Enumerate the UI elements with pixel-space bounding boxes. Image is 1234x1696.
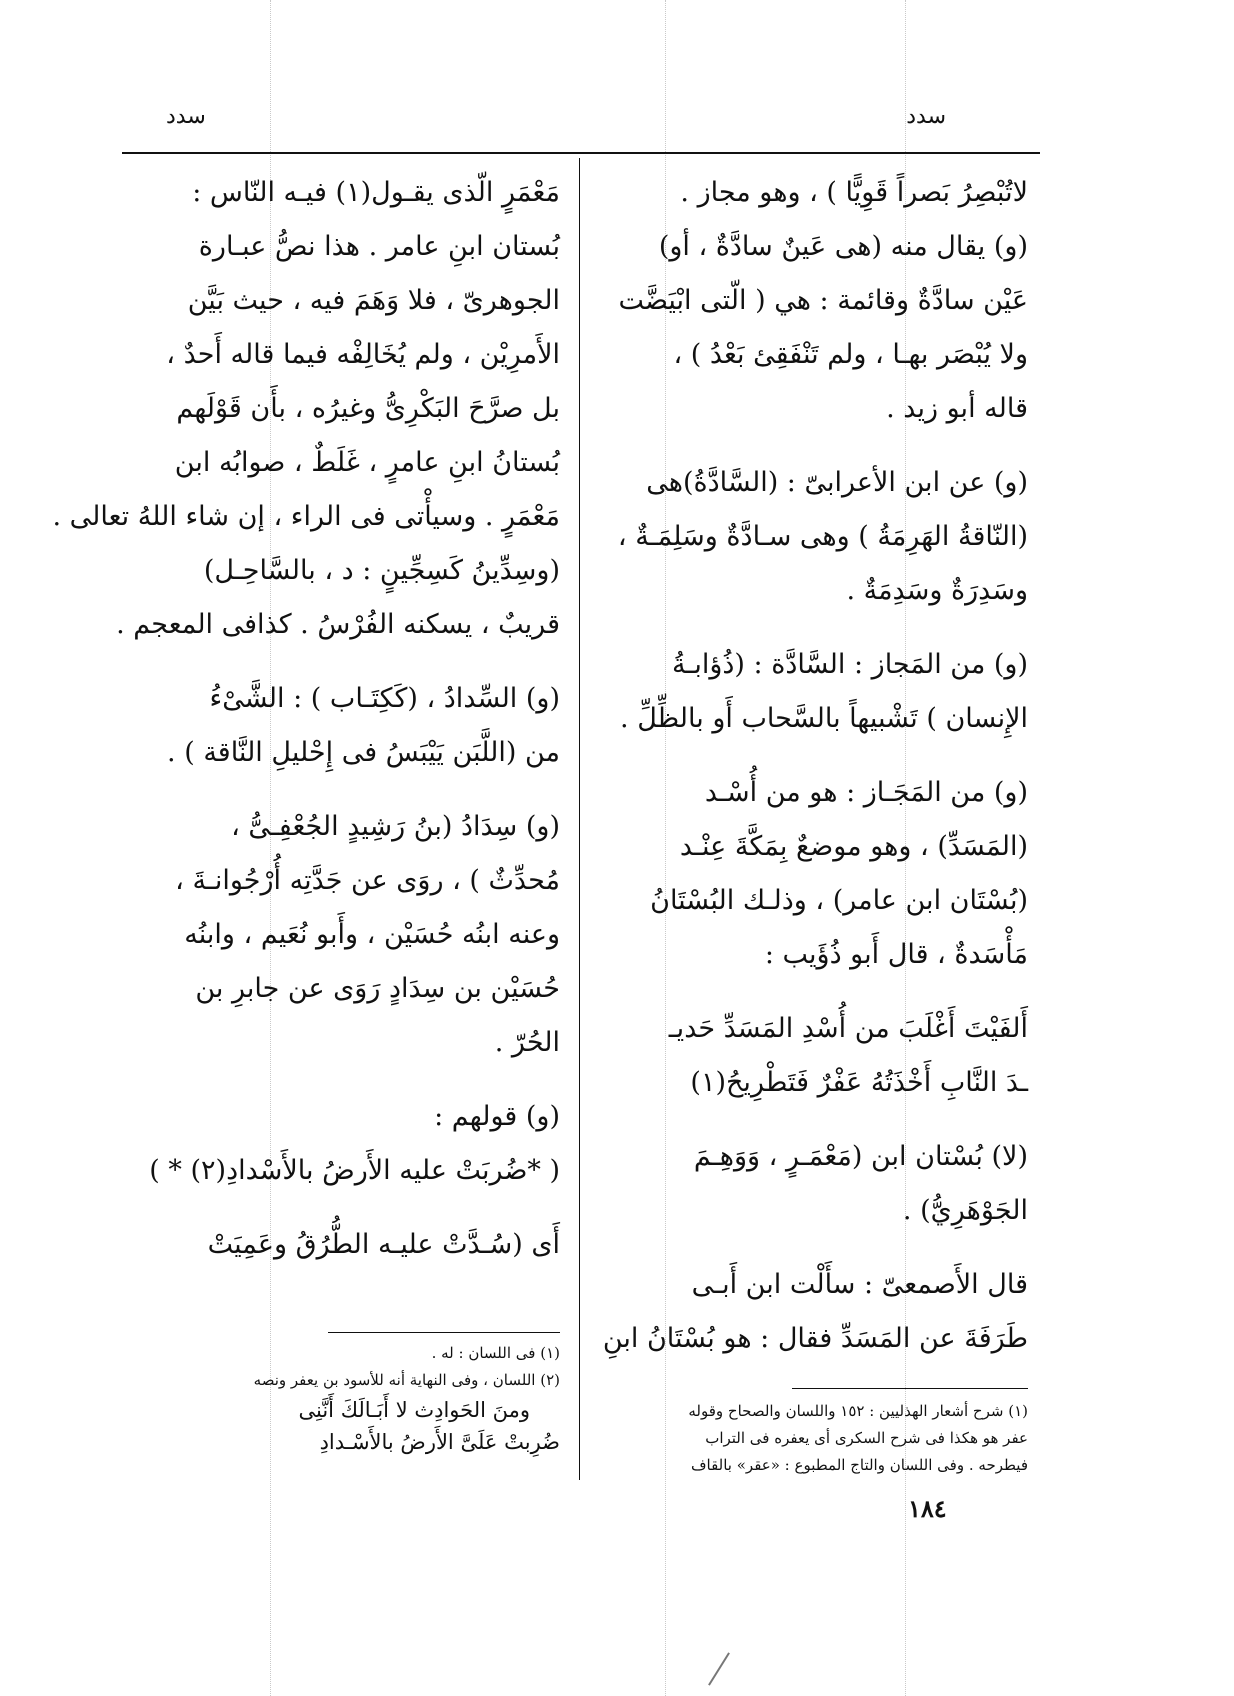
text-line: قاله أبو زيد . (886, 393, 1028, 424)
footnote-line: (١) فى اللسان : له . (431, 1344, 560, 1362)
text-line: بُستان ابنِ عامر . هذا نصُّ عبـارة (198, 231, 560, 262)
text-line: مُحدِّثٌ ) ، روَى عن جَدَّتِه أُرْجُوانـةَ ، (175, 865, 560, 896)
text-line: ( *ضُربَتْ عليه الأَرضُ بالأَسْدادِ(٢) * ) (149, 1155, 560, 1186)
text-line: مَأْسَدةٌ ، قال أَبو ذُؤَيب : (764, 939, 1028, 970)
text-line: (و) سِدَادُ (بنُ رَشِيدٍ الجُعْفِـىُّ ، (231, 811, 560, 842)
text-line: وعنه ابنُه حُسَيْن ، وأَبو نُعَيم ، وابنُه (184, 919, 560, 950)
text-line: الحُرّ . (494, 1027, 560, 1058)
text-line: (و) السِّدادُ ، (كَكِتَـاب ) : الشَّىْءُ (209, 683, 560, 714)
text-line: (و) عن ابن الأعرابىّ : (السَّادَّةُ)هى (646, 467, 1028, 498)
text-line: قال الأَصمعىّ : سأَلْت ابن أَبـى (691, 1269, 1028, 1300)
text-line: (و) قولهم : (434, 1101, 560, 1132)
text-line: أَى (سُـدَّتْ عليـه الطُّرُقُ وعَمِيَتْ (207, 1229, 560, 1260)
column-divider (579, 158, 580, 1480)
footnote-verse: ضُرِبتْ عَلَىَّ الأَرضُ بالأَسْـدادِ (319, 1430, 560, 1454)
footnote-rule-left (328, 1332, 560, 1333)
text-line: أَلفَيْتَ أَغْلَبَ من أُسْدِ المَسَدِّ حَديـ (668, 1013, 1028, 1044)
text-line: (و) من المَجاز : السَّادَّة : (ذُؤابـةُ (671, 649, 1028, 680)
text-line: (لا) بُسْتان ابن (مَعْمَـرٍ ، وَوَهِـمَ (693, 1141, 1028, 1172)
page-number: ١٨٤ (908, 1494, 947, 1523)
footnote-line: عفر هو هكذا فى شرح السكرى أى يعفره فى التراب (705, 1429, 1028, 1447)
text-line: (و) يقال منه (هى عَينٌ سادَّةٌ ، أو) (658, 231, 1028, 262)
paragraph-gap (582, 982, 1028, 1002)
footnote-verse: ومنَ الحَوادِث لا أَبَـالَكَ أَنَّنِى (298, 1398, 530, 1422)
footnote-line: (١) شرح أشعار الهذليين : ١٥٢ واللسان والصحاح وقوله (688, 1402, 1028, 1420)
text-line: حُسَيْن بن سِدَادٍ رَوَى عن جابرِ بن (195, 973, 560, 1004)
text-line: من (اللَّبَن يَيْبَسُ فى إِحْليلِ النَّاقة ) . (167, 737, 560, 768)
paragraph-gap (582, 618, 1028, 638)
paragraph-gap (160, 1198, 560, 1218)
running-header-right: سدد (906, 104, 946, 129)
scan-artifact-mark (708, 1652, 730, 1685)
paragraph-gap (160, 1070, 560, 1090)
paragraph-gap (160, 780, 560, 800)
text-line: مَعْمَرٍ الّذى يقـول(١) فيـه النّاس : (192, 177, 560, 208)
right-column (582, 166, 1028, 1366)
text-line: بل صرَّحَ البَكْرِىُّ وغيرُه ، بأَن قَوْلَهم (176, 393, 560, 424)
text-line: الجوهرىّ ، فلا وَهَمَ فيه ، حيث بَيَّن (187, 285, 560, 316)
text-line: طَرَفَةَ عن المَسَدِّ فقال : هو بُسْتَانُ ابنِ (602, 1323, 1028, 1354)
text-line: الأَمرِيْن ، ولم يُخَالِفْه فيما قاله أَحدٌ ، (166, 339, 560, 370)
text-line: (وسِدِّينُ كَسِجِّينٍ : د ، بالسَّاحِـل) (203, 555, 560, 586)
text-line: مَعْمَرٍ . وسيأْتى فى الراء ، إن شاء اللهُ تعالى . (52, 501, 560, 532)
left-column (52, 166, 560, 1272)
text-line: (و) من المَجَـاز : هو من أُسْـد (704, 777, 1028, 808)
text-line: (بُسْتَان ابن عامر) ، وذلـك البُسْتَانُ (650, 885, 1028, 916)
footnote-rule-right (792, 1388, 1028, 1389)
running-header-left: سدد (166, 104, 206, 129)
paragraph-gap (582, 746, 1028, 766)
text-line: عَيْن سادَّةٌ وقائمة : هي ( الّتى ابْيَضَّت (618, 285, 1028, 316)
footnotes-right (582, 1398, 1028, 1479)
text-line: بُستانُ ابنِ عامرٍ ، غَلَطٌ ، صوابُه ابن (174, 447, 560, 478)
text-line: وسَدِرَةٌ وسَدِمَةٌ . (846, 575, 1028, 606)
footnote-line: فيطرحه . وفى اللسان والتاج المطبوع : «عقر» بالقاف (690, 1456, 1028, 1474)
text-line: (النّاقةُ الهَرِمَةُ ) وهى سـادَّةٌ وسَلِمَـةٌ ، (617, 521, 1028, 552)
text-line: قريبٌ ، يسكنه الفُرْسُ . كذافى المعجم . (116, 609, 560, 640)
header-rule (122, 152, 1040, 154)
text-line: ولا يُبْصَر بهـا ، ولم تَنْفَقِئ بَعْدُ ) ، (673, 339, 1028, 370)
text-line: لاتُبْصِرُ بَصراً قَوِيًّا ) ، وهو مجاز . (680, 177, 1028, 208)
text-line: الجَوْهَرِيُّ) . (902, 1195, 1028, 1226)
text-line: ـدَ النَّابِ أَخْذَتُهُ عَفْرٌ فَتَطْرِيحُ(١) (690, 1067, 1028, 1098)
paragraph-gap (582, 1110, 1028, 1130)
paragraph-gap (582, 436, 1028, 456)
text-line: الإِنسان ) تَشْبيهاً بالسَّحاب أَو بالظِّلِّ . (620, 703, 1028, 734)
paragraph-gap (160, 652, 560, 672)
text-line: (المَسَدِّ) ، وهو موضعٌ بِمَكَّةَ عِنْـد (679, 831, 1028, 862)
paragraph-gap (582, 1238, 1028, 1258)
footnotes-left (150, 1340, 560, 1458)
footnote-line: (٢) اللسان ، وفى النهاية أنه للأسود بن يعفر ونصه (253, 1371, 560, 1389)
